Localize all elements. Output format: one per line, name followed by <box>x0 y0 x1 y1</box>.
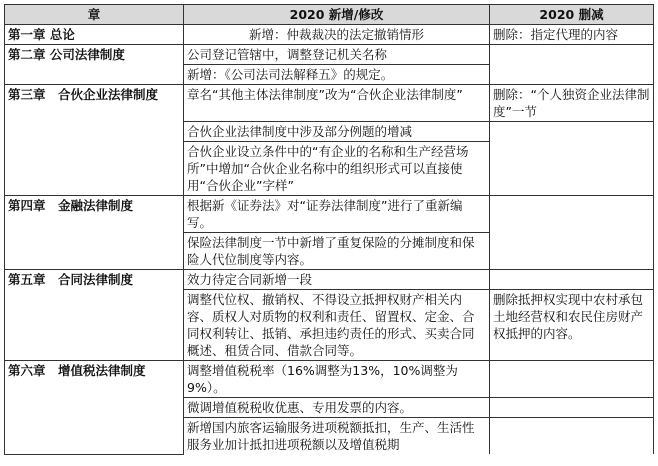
added-cell: 微调增值税税收优惠、专用发票的内容。 <box>184 398 490 418</box>
added-cell: 效力待定合同新增一段 <box>184 270 490 290</box>
deleted-cell: 删除抵押权实现中农村承包土地经营权和农民住房财产权抵押的内容。 <box>490 290 654 361</box>
added-cell: 章名“其他主体法律制度”改为“合伙企业法律制度” <box>184 85 490 122</box>
chapter-title: 第二章 公司法律制度 <box>5 45 184 85</box>
header-chapter: 章 <box>5 5 184 25</box>
table-row <box>5 270 654 290</box>
table-row <box>5 85 654 122</box>
added-cell: 调整代位权、撤销权、不得设立抵押权财产相关内容、质权人对质物的权利和责任、留置权、定金、合同权利转让、抵销、承担违约责任的形式、买卖合同概述、租赁合同、借款合同等。 <box>184 290 490 361</box>
added-cell: 根据新《证券法》对“证券法律制度”进行了重新编写。 <box>184 196 490 233</box>
deleted-cell <box>490 122 654 196</box>
chapter-title: 第五章 合同法律制度 <box>5 270 184 361</box>
chapter-title: 第一章 总论 <box>5 25 184 45</box>
added-cell: 新增：《公司法司法解释五》的规定。 <box>184 65 490 85</box>
deleted-cell: 删除：“个人独资企业法律制度”一节 <box>490 85 654 122</box>
added-cell: 新增：仲裁裁决的法定撤销情形 <box>184 25 490 45</box>
table-row <box>5 196 654 233</box>
added-cell: 保险法律制度一节中新增了重复保险的分摊制度和保险人代位制度等内容。 <box>184 233 490 270</box>
added-cell: 合伙企业设立条件中的“有企业的名称和生产经营场所”中增加“合伙企业名称中的组织形式可以直接使用“合伙企业”字样” <box>184 142 490 196</box>
header-row <box>5 5 654 25</box>
deleted-cell <box>490 418 654 455</box>
chapter-title: 第六章 增值税法律制度 <box>5 361 184 455</box>
table-row <box>5 361 654 398</box>
deleted-cell <box>490 196 654 270</box>
deleted-cell <box>490 270 654 290</box>
table-row <box>5 25 654 45</box>
added-cell: 调整增值税税率（16%调整为13%，10%调整为9%）。 <box>184 361 490 398</box>
added-cell: 合伙企业法律制度中涉及部分例题的增减 <box>184 122 490 142</box>
chapter-title: 第三章 合伙企业法律制度 <box>5 85 184 196</box>
header-deleted: 2020 删减 <box>490 5 654 25</box>
chapter-title: 第四章 金融法律制度 <box>5 196 184 270</box>
deleted-cell <box>490 398 654 418</box>
added-cell: 公司登记管辖中，调整登记机关名称 <box>184 45 490 65</box>
deleted-cell <box>490 45 654 85</box>
deleted-cell: 删除：指定代理的内容 <box>490 25 654 45</box>
deleted-cell <box>490 361 654 398</box>
change-table <box>4 4 654 455</box>
added-cell: 新增国内旅客运输服务进项税额抵扣，生产、生活性服务业加计抵扣进项税额以及增值税期 <box>184 418 490 455</box>
table-row <box>5 45 654 65</box>
header-added: 2020 新增/修改 <box>184 5 490 25</box>
